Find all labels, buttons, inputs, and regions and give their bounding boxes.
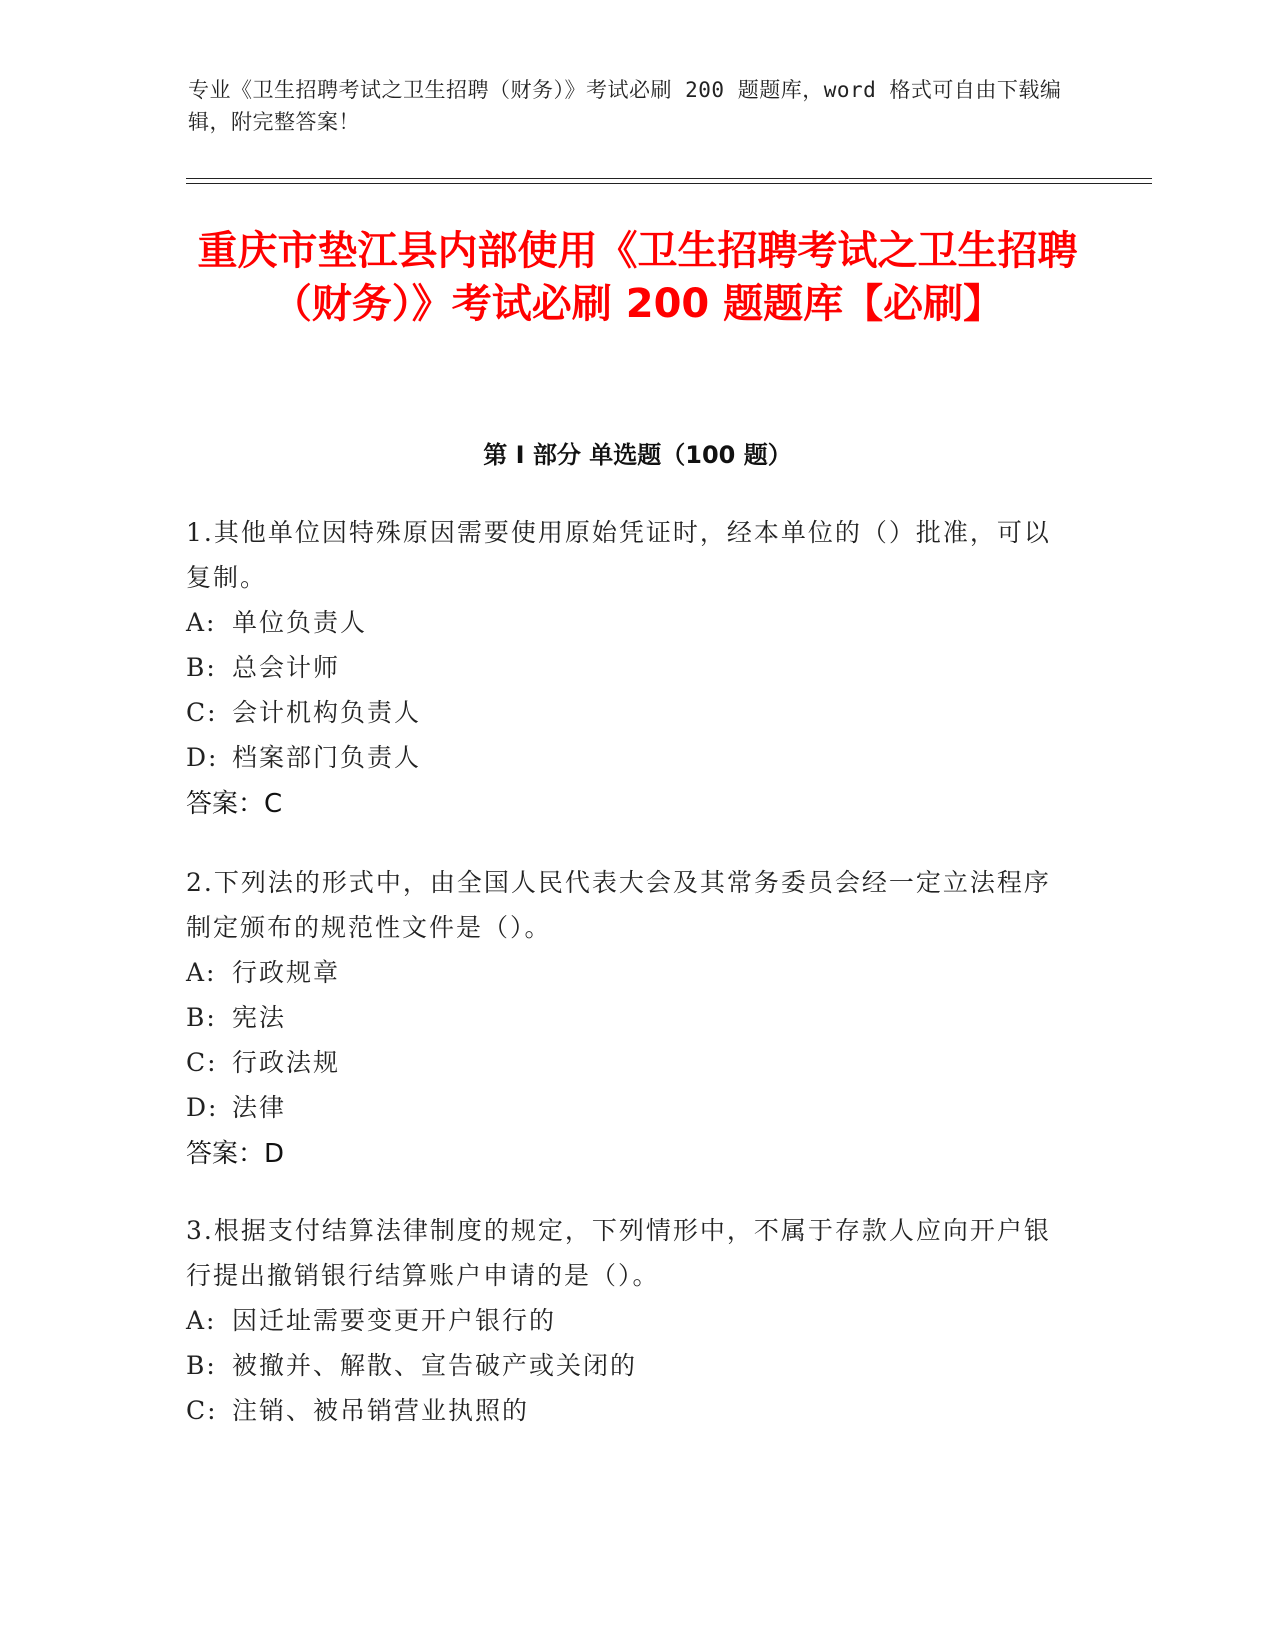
question-stem: 1.其他单位因特殊原因需要使用原始凭证时，经本单位的（）批准，可以复制。 <box>186 518 1051 592</box>
header-note: 专业《卫生招聘考试之卫生招聘（财务）》考试必刷 200 题题库，word 格式可自由下载编辑，附完整答案！ <box>188 78 1062 134</box>
section-heading: 第 I 部分 单选题（100 题） <box>483 441 792 469</box>
option-text: 总会计师 <box>232 653 341 682</box>
option-text: 法律 <box>232 1093 287 1122</box>
option-letter: A: <box>186 1306 217 1335</box>
option-b <box>186 1343 1066 1388</box>
option-letter: D: <box>186 743 219 772</box>
option-a <box>186 950 1066 995</box>
question-stem: 3.根据支付结算法律制度的规定，下列情形中，不属于存款人应向开户银行提出撤销银行结算账户申请的是（）。 <box>186 1216 1051 1290</box>
option-text: 档案部门负责人 <box>232 743 422 772</box>
answer-line: 答案：D <box>186 1139 285 1169</box>
option-letter: D: <box>186 1093 219 1122</box>
option-b <box>186 995 1066 1040</box>
option-letter: C: <box>186 698 218 727</box>
option-c <box>186 690 1066 735</box>
question-2 <box>186 860 1066 1178</box>
option-a <box>186 600 1066 645</box>
question-3 <box>186 1208 1066 1433</box>
option-b <box>186 645 1066 690</box>
option-text: 被撤并、解散、宣告破产或关闭的 <box>232 1351 638 1380</box>
answer-line: 答案：C <box>186 789 283 819</box>
option-text: 注销、被吊销营业执照的 <box>232 1396 530 1425</box>
option-a <box>186 1298 1066 1343</box>
option-letter: C: <box>186 1396 218 1425</box>
option-text: 因迁址需要变更开户银行的 <box>232 1306 557 1335</box>
question-1 <box>186 510 1066 828</box>
option-letter: B: <box>186 653 217 682</box>
header-divider <box>186 178 1152 184</box>
option-text: 宪法 <box>232 1003 287 1032</box>
option-text: 单位负责人 <box>232 608 368 637</box>
option-text: 行政规章 <box>232 958 341 987</box>
option-c <box>186 1388 1066 1433</box>
option-text: 行政法规 <box>232 1048 341 1077</box>
option-letter: A: <box>186 608 217 637</box>
option-letter: C: <box>186 1048 218 1077</box>
option-d <box>186 735 1066 780</box>
option-letter: B: <box>186 1003 217 1032</box>
option-d <box>186 1085 1066 1130</box>
question-stem: 2.下列法的形式中，由全国人民代表大会及其常务委员会经一定立法程序制定颁布的规范性文件是（）。 <box>186 868 1051 942</box>
document-title: 重庆市垫江县内部使用《卫生招聘考试之卫生招聘（财务）》考试必刷 200 题题库【必刷】 <box>197 228 1078 327</box>
option-text: 会计机构负责人 <box>232 698 422 727</box>
option-letter: B: <box>186 1351 217 1380</box>
option-c <box>186 1040 1066 1085</box>
option-letter: A: <box>186 958 217 987</box>
